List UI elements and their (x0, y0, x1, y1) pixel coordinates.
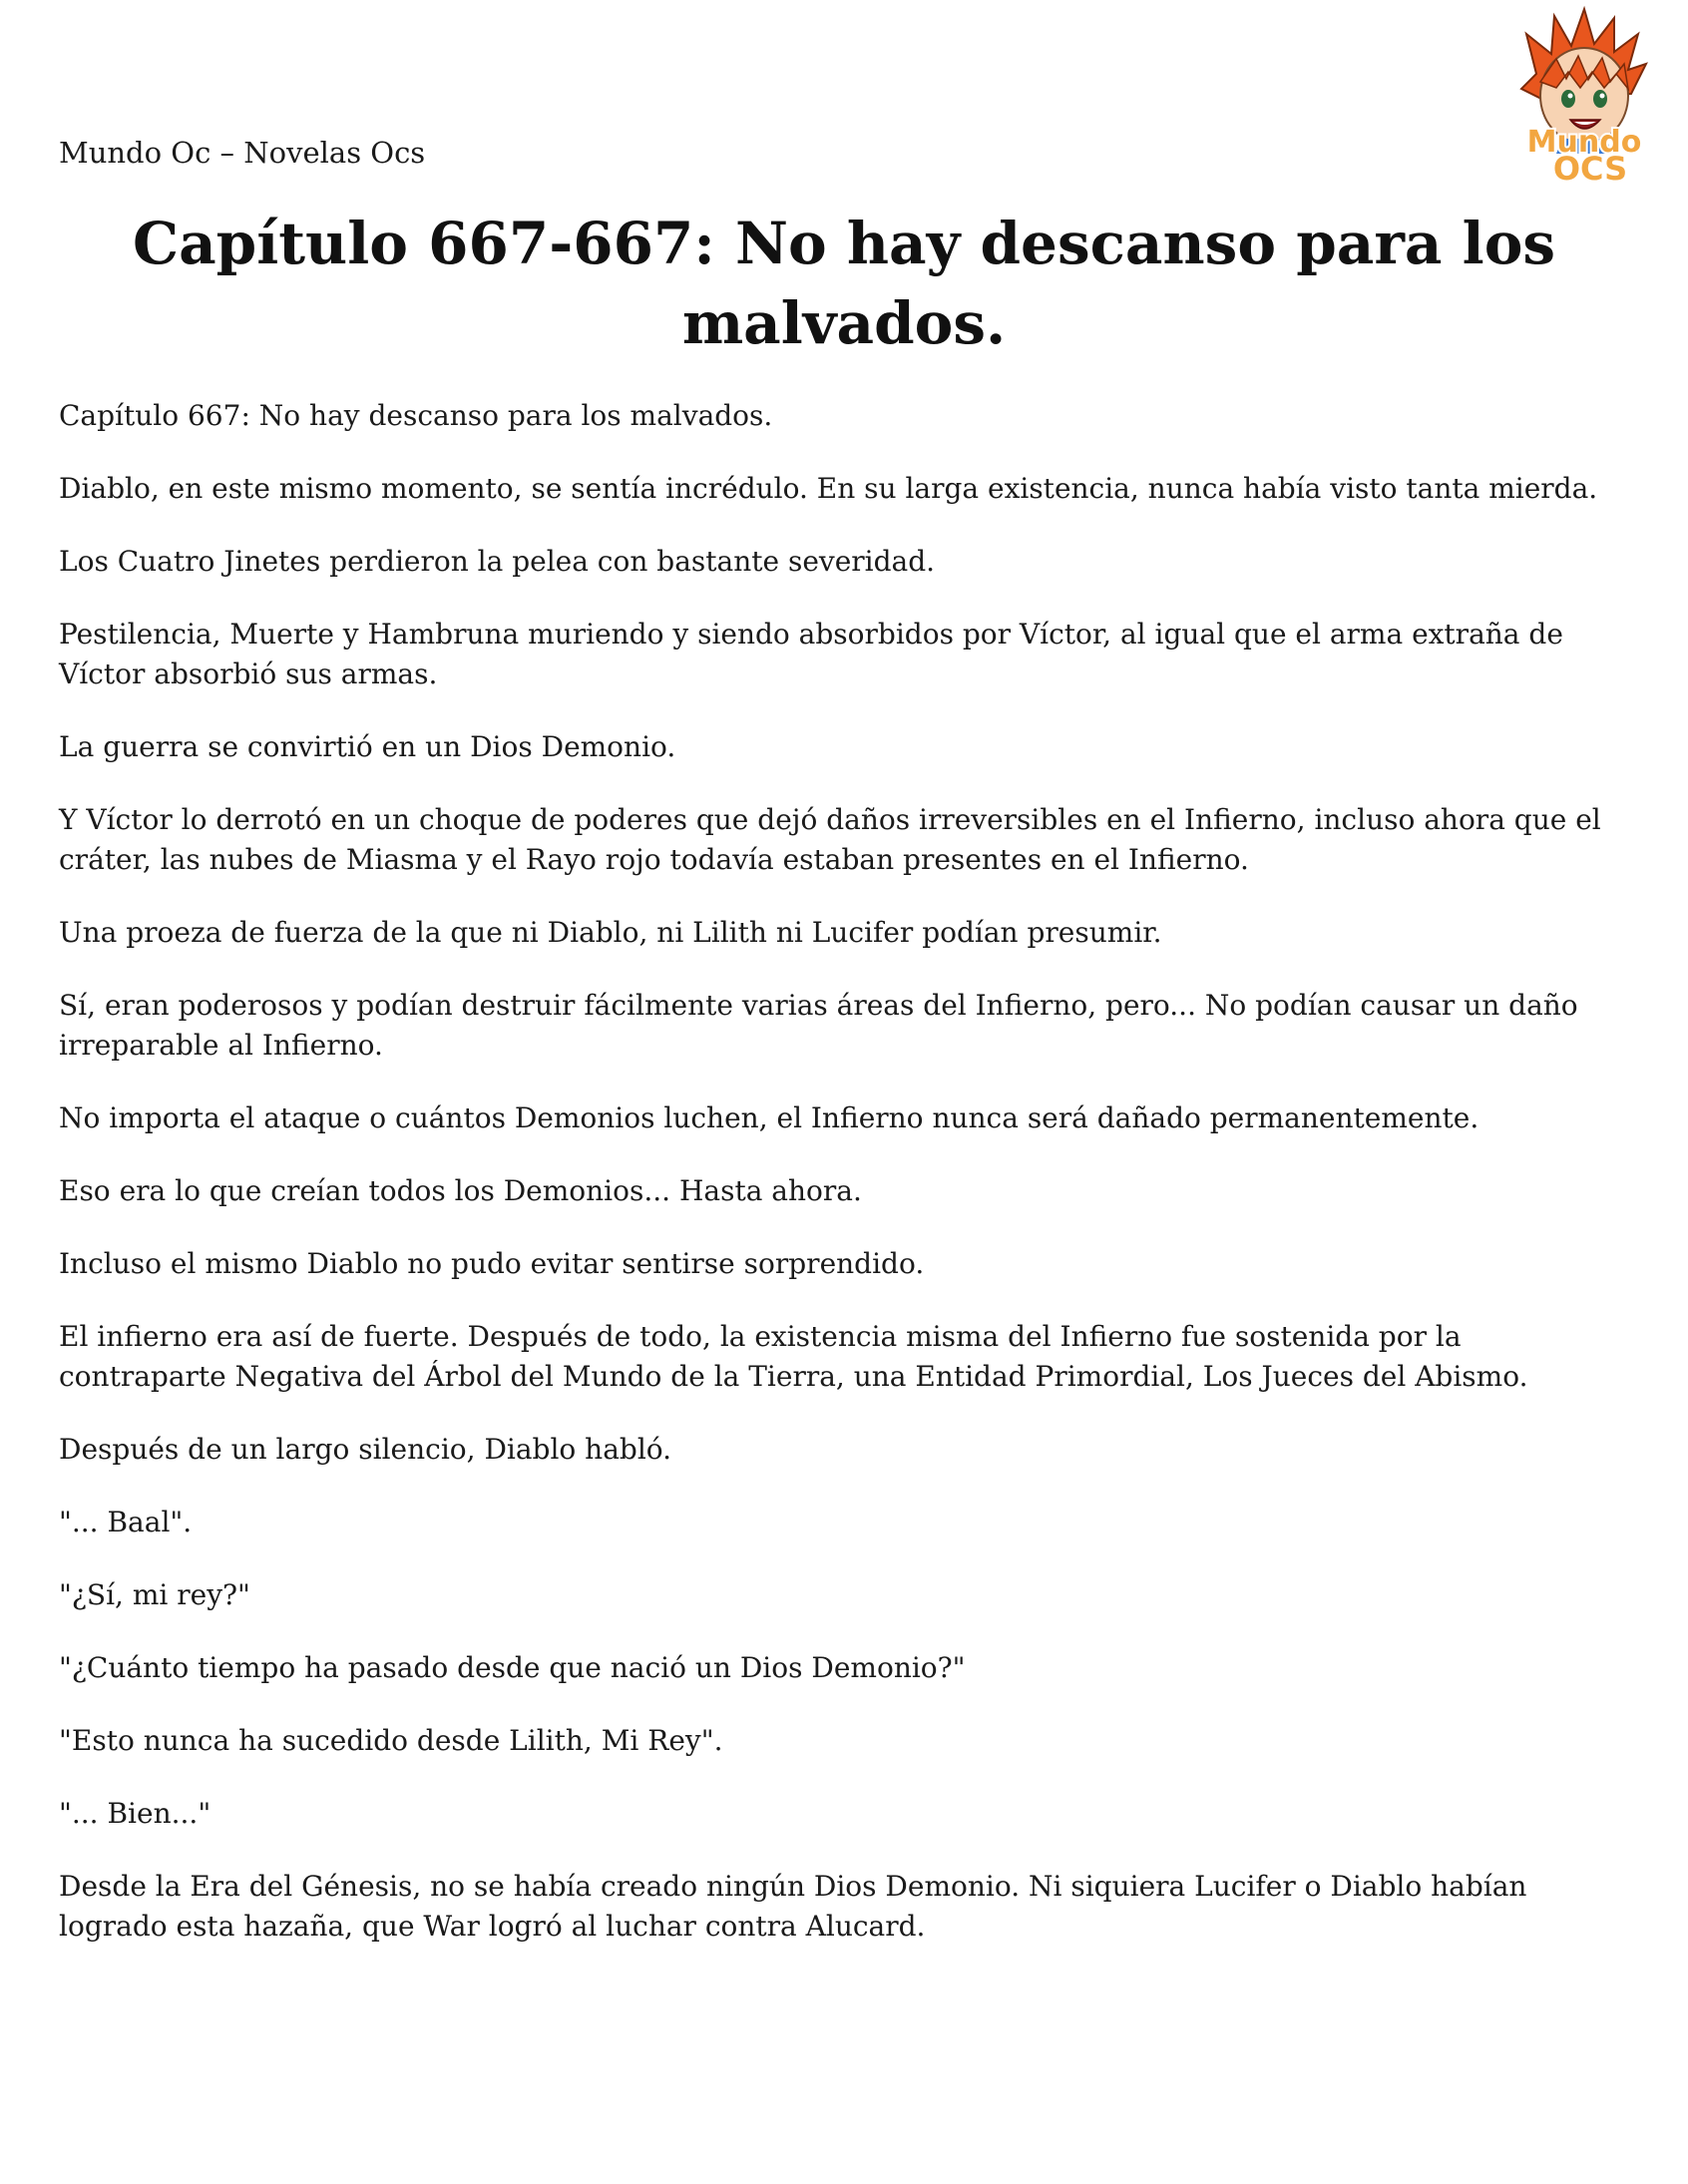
logo-eye-left (1561, 90, 1575, 108)
paragraph: "Esto nunca ha sucedido desde Lilith, Mi Rey". (59, 1724, 723, 1757)
logo-text-bottom: OCS (1552, 150, 1628, 184)
paragraph: Los Cuatro Jinetes perdieron la pelea con bastante severidad. (59, 545, 936, 578)
chapter-body (59, 396, 1635, 1979)
paragraph: El infierno era así de fuerte. Después de todo, la existencia misma del Infierno fue sostenida por la contraparte Negativa del Árbol del Mundo de la Tierra, una Entidad Primordial, Los Jueces del Abismo. (59, 1320, 1528, 1393)
paragraph: Capítulo 667: No hay descanso para los malvados. (59, 399, 773, 432)
paragraph: La guerra se convirtió en un Dios Demonio. (59, 730, 676, 763)
site-name: Mundo Oc – Novelas Ocs (59, 136, 426, 170)
paragraph: Eso era lo que creían todos los Demonios... Hasta ahora. (59, 1174, 862, 1207)
paragraph: Y Víctor lo derrotó en un choque de poderes que dejó daños irreversibles en el Infierno, incluso ahora que el cráter, las nubes de Miasma y el Rayo rojo todavía estaban presentes en el Infierno. (59, 803, 1601, 876)
paragraph: Desde la Era del Génesis, no se había creado ningún Dios Demonio. Ni siquiera Lucifer o Diablo habían logrado esta hazaña, que War logró al luchar contra Alucard. (59, 1870, 1527, 1943)
paragraph: Incluso el mismo Diablo no pudo evitar sentirse sorprendido. (59, 1247, 925, 1280)
paragraph: Sí, eran poderosos y podían destruir fácilmente varias áreas del Infierno, pero... No podían causar un daño irreparable al Infierno. (59, 989, 1578, 1062)
logo-eye-right (1593, 90, 1607, 108)
paragraph: "... Baal". (59, 1506, 193, 1538)
paragraph: No importa el ataque o cuántos Demonios luchen, el Infierno nunca será dañado permanentemente. (59, 1101, 1479, 1134)
paragraph: Diablo, en este mismo momento, se sentía incrédulo. En su larga existencia, nunca había visto tanta mierda. (59, 472, 1598, 505)
paragraph: Una proeza de fuerza de la que ni Diablo, ni Lilith ni Lucifer podían presumir. (59, 916, 1162, 949)
paragraph: Después de un largo silencio, Diablo habló. (59, 1433, 672, 1466)
logo-text-top: Mundo (1526, 125, 1642, 160)
paragraph: "¿Sí, mi rey?" (59, 1578, 250, 1611)
paragraph: "¿Cuánto tiempo ha pasado desde que nació un Dios Demonio?" (59, 1651, 966, 1684)
paragraph: "... Bien..." (59, 1797, 211, 1830)
mundo-ocs-logo (1496, 4, 1671, 184)
chapter-title: Capítulo 667-667: No hay descanso para los malvados. (132, 210, 1556, 357)
paragraph: Pestilencia, Muerte y Hambruna muriendo y siendo absorbidos por Víctor, al igual que el arma extraña de Víctor absorbió sus armas. (59, 618, 1563, 690)
